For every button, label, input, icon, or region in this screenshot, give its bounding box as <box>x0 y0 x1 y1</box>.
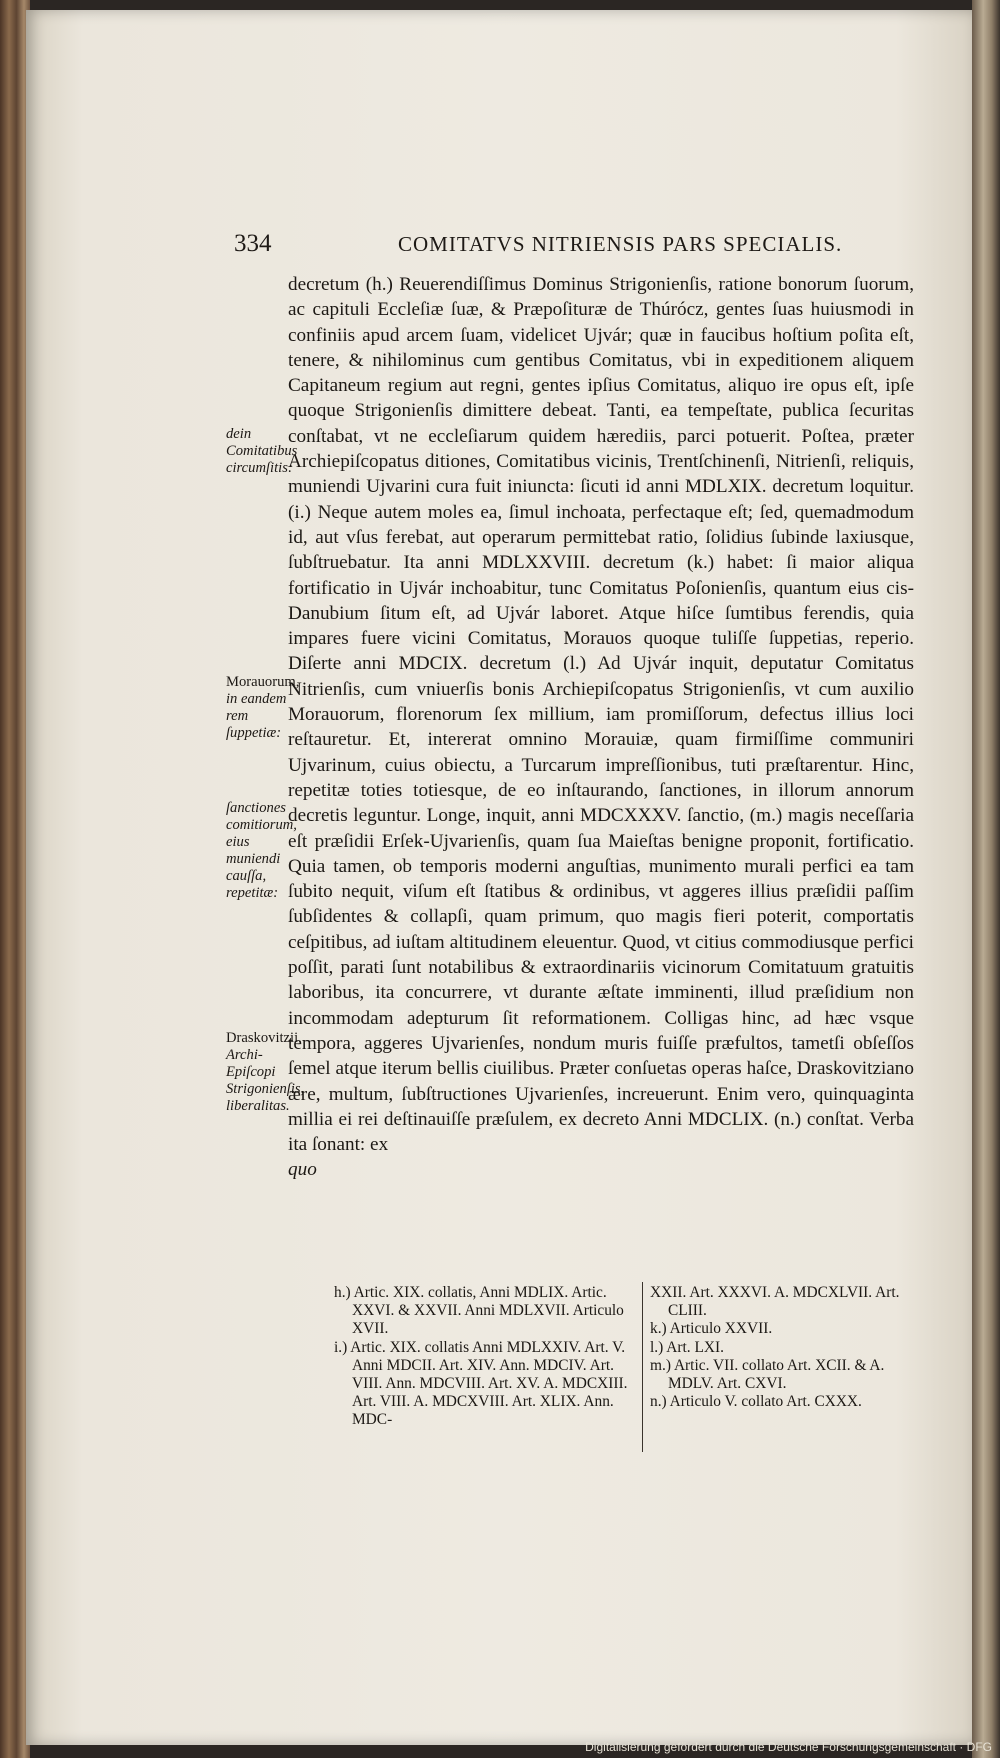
running-head: COMITATVS NITRIENSIS PARS SPECIALIS. <box>398 232 843 256</box>
footnote: k.) Articulo XXVII. <box>650 1320 773 1338</box>
footnote: XXII. Art. XXXVI. A. MDCXLVII. Art. CLIII. <box>650 1284 900 1320</box>
page-edge <box>972 0 1000 1758</box>
page-number: 334 <box>234 230 272 257</box>
footnote: m.) Artic. VII. collato Art. XCII. & A. MDLV. Art. CXVI. <box>650 1356 885 1393</box>
margin-note: Draskovitzii, Archi-Epiſcopi Strigonienſis, liberalitas. <box>226 1030 305 1114</box>
footnote: n.) Articulo V. collato Art. CXXX. <box>650 1393 862 1411</box>
body-paragraph: decretum (h.) Reuerendiſſimus Dominus Strigonienſis, ratione bonorum ſuorum, ac capituli Eccleſiæ ſuæ, & Præpoſituræ de Thúrócz, gentes ſuas huiusmodi in confiniis apud arcem ſuam, videlicet Ujvár; quæ in faucibus hoſtium poſita eſt, tenere, & nihilominus cum gentibus Comitatus, vbi in expeditionem aliquem Capitaneum regium aut regni, gentes ipſius Comitatus, aliquo ire opus eſt, ipſe quoque Strigonienſis dimittere debeat. Tanti, ea tempeſtate, publica ſecuritas conſtabat, vt ne eccleſiarum quidem hærediis, parci potuerit. Poſtea, præter Archiepiſcopatus ditiones, Comitatibus vicinis, Trentſchinenſi, Nitrienſi, reliquis, muniendi Ujvarini cura fuit iniuncta: ſicuti id anni MDLXIX. decretum loquitur. (i.) Neque autem moles ea, ſimul inchoata, perfectaque eſt; ſed, quemadmodum id, aut vſus ferebat, aut operarum permittebat ratio, ſolidius ſubinde laxiusque, ſubſtruebatur. Ita anni MDLXXVIII. decretum (k.) habet: ſi maior aliqua fortificatio in Ujvár inchoabitur, tunc Comitatus Poſonienſis, quantum eius cis-Danubium ſitum eſt, ad Ujvár laboret. Atque hiſce ſumtibus ferendis, quia impares fuere vicini Comitatus, Morauos quoque tuliſſe ſuppetias, reperio. Diſerte anni MDCIX. decretum (l.) Ad Ujvár inquit, deputatur Comitatus Nitrienſis, cum vniuerſis bonis Archiepiſcopatus Strigonienſis, vt cum auxilio Morauorum, florenorum ſex millium, iam promiſſorum, defectus illius loci reſtauretur. Et, intererat omnino Morauiæ, quam firmiſſime communiri Ujvarinum, cuius obiectu, a Turcarum impreſſionibus, tuti præſtarentur. Hinc, repetitæ toties totiesque, de eo inſtaurando, ſanctiones, in illorum annorum decretis leguntur. Longe, inquit, anni MDCXXXV. ſanctio, (m.) magis neceſſaria eſt præſidii Erſek-Ujvarienſis, quam ſua Maieſtas benigne proponit, fortificatio. Quia tamen, ob temporis moderni anguſtias, munimento murali perfici ea tam ſubito nequit, viſum eſt ſtatibus & ordinibus, vt aggeres illius præſidii paſſim ſubſidentes & collapſi, quam primum, quo magis fieri poterit, comportatis ceſpitibus, ad iuſtam altitudinem eleuentur. Quod, vt citius commodiusque perfici poſſit, parati ſunt notabilibus & extraordinariis vicinorum Comitatuum gratuitis laboribus, ita concurrere, vt durante æſtate imminenti, illud præſidium non incommodam adepturum ſit reformationem. Colligas hinc, ad hæc vsque tempora, aggeres Ujvarienſes, nondum muris fuiſſe præfultos, tametſi obſeſſos ſemel atque iterum bellis ciuilibus. Præter conſuetas operas haſce, Draskovitziano ære, multum, ſubſtructiones Ujvarienſes, increuerunt. Enim vero, quinquaginta millia ei rei deſtinauiſſe præſulem, ex decreto Anni MDCLIX. (n.) conſtat. Verba ita ſonant: ex <box>288 274 914 1156</box>
digitization-credit: Digitalisierung gefördert durch die Deutsche Forschungsgemeinschaft · DFG <box>585 1740 992 1754</box>
catchword: quo <box>288 1159 317 1181</box>
page-header <box>26 230 972 260</box>
footnote: l.) Art. LXI. <box>650 1338 724 1356</box>
footnote: h.) Artic. XIX. collatis, Anni MDLIX. Artic. XXVI. & XXVII. Anni MDLXVII. Articulo XVII. <box>334 1284 624 1338</box>
footnote-divider <box>642 1282 643 1452</box>
footnotes-right <box>650 1284 910 1411</box>
main-text <box>288 272 914 1183</box>
margin-note: ſanctiones comitiorum, eius muniendi cauſſa, repetitæ: <box>226 800 297 901</box>
margin-note: dein Comitatibus circumſitis: <box>226 426 298 476</box>
book-page <box>26 10 972 1745</box>
margin-note: Morauorum, in eandem rem ſuppetiæ: <box>226 674 300 741</box>
footnote: i.) Artic. XIX. collatis Anni MDLXXIV. Art. V. Anni MDCII. Art. XIV. Ann. MDCIV. Art. VIII. Ann. MDCVIII. Art. XV. A. MDCXIII. Art. VIII. A. MDCXVIII. Art. XLIX. Ann. MDC- <box>334 1338 628 1429</box>
footnotes-left <box>334 1284 634 1430</box>
